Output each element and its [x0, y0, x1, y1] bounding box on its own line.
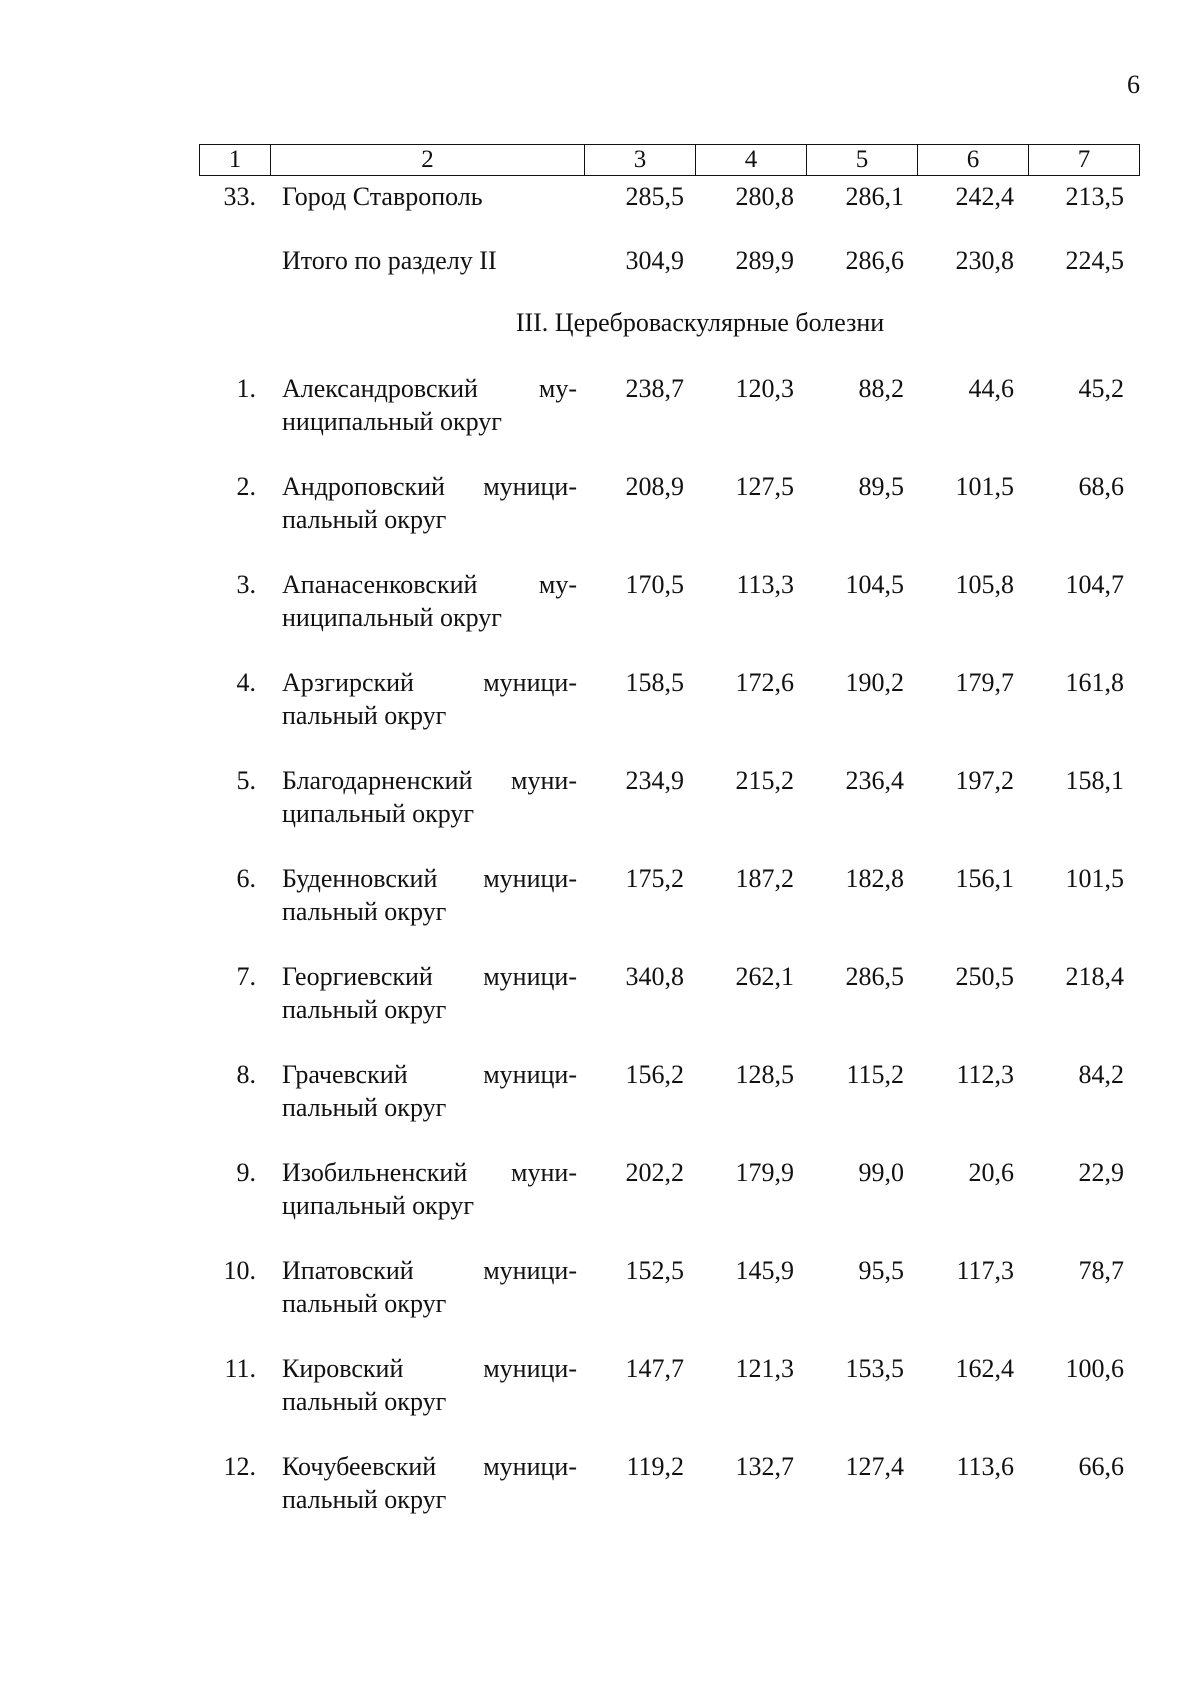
header-col-3: 3 [585, 145, 696, 176]
row-name [282, 1352, 577, 1418]
value-col-7: 45,2 [1078, 374, 1124, 403]
value-col-5: 115,2 [846, 1060, 904, 1089]
value-col-6: 44,6 [968, 374, 1014, 403]
row-name-line-1: Апанасенковский му- [282, 570, 577, 599]
value-col-7: 104,7 [1065, 570, 1124, 599]
value-col-7: 68,6 [1078, 472, 1124, 501]
value-col-7: 78,7 [1078, 1256, 1124, 1285]
row-number: 10. [223, 1256, 256, 1285]
row-name [282, 1254, 577, 1320]
value-col-6: 242,4 [955, 182, 1014, 211]
row-name-line-2: пальный округ [282, 1093, 447, 1122]
value-col-4: 127,5 [735, 472, 794, 501]
value-col-5: 127,4 [845, 1452, 904, 1481]
row-name [282, 1450, 577, 1516]
row-name-line-1: Кировский муници- [282, 1354, 577, 1383]
value-col-4: 172,6 [735, 668, 794, 697]
row-number: 5. [236, 766, 256, 795]
value-col-7: 100,6 [1065, 1354, 1124, 1383]
row-name-line-2: пальный округ [282, 897, 447, 926]
value-col-7: 224,5 [1065, 246, 1124, 275]
value-col-3: 234,9 [625, 766, 684, 795]
value-col-5: 236,4 [845, 766, 904, 795]
value-col-6: 156,1 [955, 864, 1014, 893]
value-col-7: 161,8 [1065, 668, 1124, 697]
value-col-6: 162,4 [955, 1354, 1014, 1383]
row-name-line-2: пальный округ [282, 505, 447, 534]
row-number: 9. [236, 1158, 256, 1187]
value-col-7: 66,6 [1078, 1452, 1124, 1481]
value-col-7: 22,9 [1078, 1158, 1124, 1187]
section-title: III. Цереброваскулярные болезни [515, 308, 885, 337]
row-number: 33. [223, 182, 256, 211]
value-col-3: 119,2 [626, 1452, 684, 1481]
row-name [282, 960, 577, 1026]
value-col-4: 132,7 [735, 1452, 794, 1481]
value-col-5: 89,5 [858, 472, 904, 501]
row-name-line-1: Кочубеевский муници- [282, 1452, 577, 1481]
value-col-4: 215,2 [735, 766, 794, 795]
value-col-6: 112,3 [956, 1060, 1014, 1089]
header-col-4: 4 [696, 145, 807, 176]
row-name-line-2: пальный округ [282, 1485, 447, 1514]
row-number: 2. [236, 472, 256, 501]
row-name-line-1: Ипатовский муници- [282, 1256, 577, 1285]
row-name-line-1: Грачевский муници- [282, 1060, 577, 1089]
row-name-line-2: пальный округ [282, 1289, 447, 1318]
row-name-line-1: Арзгирский муници- [282, 668, 577, 697]
value-col-6: 197,2 [955, 766, 1014, 795]
row-number: 4. [236, 668, 256, 697]
row-number: 7. [236, 962, 256, 991]
value-col-5: 182,8 [845, 864, 904, 893]
row-name-line-1: Андроповский муници- [282, 472, 577, 501]
value-col-3: 340,8 [625, 962, 684, 991]
value-col-3: 285,5 [625, 182, 684, 211]
value-col-3: 152,5 [625, 1256, 684, 1285]
header-col-1: 1 [200, 145, 271, 176]
row-name [282, 372, 577, 438]
value-col-4: 280,8 [735, 182, 794, 211]
header-col-2: 2 [271, 145, 585, 176]
row-name-line-2: ципальный округ [282, 799, 475, 828]
value-col-5: 104,5 [845, 570, 904, 599]
row-name [282, 1058, 577, 1124]
value-col-7: 213,5 [1065, 182, 1124, 211]
value-col-3: 170,5 [625, 570, 684, 599]
column-number-header [199, 144, 1140, 176]
value-col-7: 158,1 [1065, 766, 1124, 795]
value-col-7: 101,5 [1065, 864, 1124, 893]
value-col-6: 105,8 [955, 570, 1014, 599]
value-col-4: 289,9 [735, 246, 794, 275]
value-col-6: 20,6 [968, 1158, 1014, 1187]
row-name-line-2: ниципальный округ [282, 407, 502, 436]
value-col-3: 238,7 [625, 374, 684, 403]
row-name [282, 862, 577, 928]
row-number: 3. [236, 570, 256, 599]
page-number: 6 [1127, 70, 1140, 99]
value-col-5: 286,6 [845, 246, 904, 275]
value-col-4: 120,3 [735, 374, 794, 403]
value-col-4: 145,9 [735, 1256, 794, 1285]
row-name-line-1: Изобильненский муни- [282, 1158, 577, 1187]
row-number: 8. [236, 1060, 256, 1089]
value-col-5: 88,2 [858, 374, 904, 403]
row-name [282, 666, 577, 732]
row-name-line-1: Георгиевский муници- [282, 962, 577, 991]
value-col-6: 101,5 [955, 472, 1014, 501]
value-col-3: 175,2 [625, 864, 684, 893]
row-name-line-2: пальный округ [282, 701, 447, 730]
row-name-line-1: Благодарненский муни- [282, 766, 577, 795]
value-col-5: 99,0 [858, 1158, 904, 1187]
value-col-3: 158,5 [625, 668, 684, 697]
value-col-6: 230,8 [955, 246, 1014, 275]
value-col-5: 153,5 [845, 1354, 904, 1383]
row-name-line-2: ципальный округ [282, 1191, 475, 1220]
row-name: Итого по разделу II [282, 246, 497, 275]
row-name [282, 470, 577, 536]
header-col-7: 7 [1029, 145, 1140, 176]
value-col-6: 113,6 [956, 1452, 1014, 1481]
row-name: Город Ставрополь [282, 182, 483, 211]
row-name-line-1: Буденновский муници- [282, 864, 577, 893]
row-name-line-1: Александровский му- [282, 374, 577, 403]
row-name [282, 764, 577, 830]
value-col-3: 304,9 [625, 246, 684, 275]
value-col-6: 117,3 [956, 1256, 1014, 1285]
value-col-4: 262,1 [735, 962, 794, 991]
value-col-3: 147,7 [625, 1354, 684, 1383]
value-col-4: 121,3 [735, 1354, 794, 1383]
value-col-6: 179,7 [955, 668, 1014, 697]
row-number: 12. [223, 1452, 256, 1481]
value-col-7: 218,4 [1065, 962, 1124, 991]
value-col-4: 187,2 [735, 864, 794, 893]
row-name-line-2: ниципальный округ [282, 603, 502, 632]
row-name [282, 1156, 577, 1222]
header-col-6: 6 [918, 145, 1029, 176]
row-name-line-2: пальный округ [282, 1387, 447, 1416]
value-col-5: 286,5 [845, 962, 904, 991]
value-col-4: 128,5 [735, 1060, 794, 1089]
value-col-5: 95,5 [858, 1256, 904, 1285]
row-number: 11. [224, 1354, 256, 1383]
value-col-7: 84,2 [1078, 1060, 1124, 1089]
value-col-3: 202,2 [625, 1158, 684, 1187]
value-col-6: 250,5 [955, 962, 1014, 991]
value-col-5: 190,2 [845, 668, 904, 697]
row-name [282, 568, 577, 634]
value-col-4: 179,9 [735, 1158, 794, 1187]
value-col-3: 208,9 [625, 472, 684, 501]
value-col-4: 113,3 [736, 570, 794, 599]
header-col-5: 5 [807, 145, 918, 176]
value-col-5: 286,1 [845, 182, 904, 211]
row-number: 1. [236, 374, 256, 403]
value-col-3: 156,2 [625, 1060, 684, 1089]
row-name-line-2: пальный округ [282, 995, 447, 1024]
row-number: 6. [236, 864, 256, 893]
